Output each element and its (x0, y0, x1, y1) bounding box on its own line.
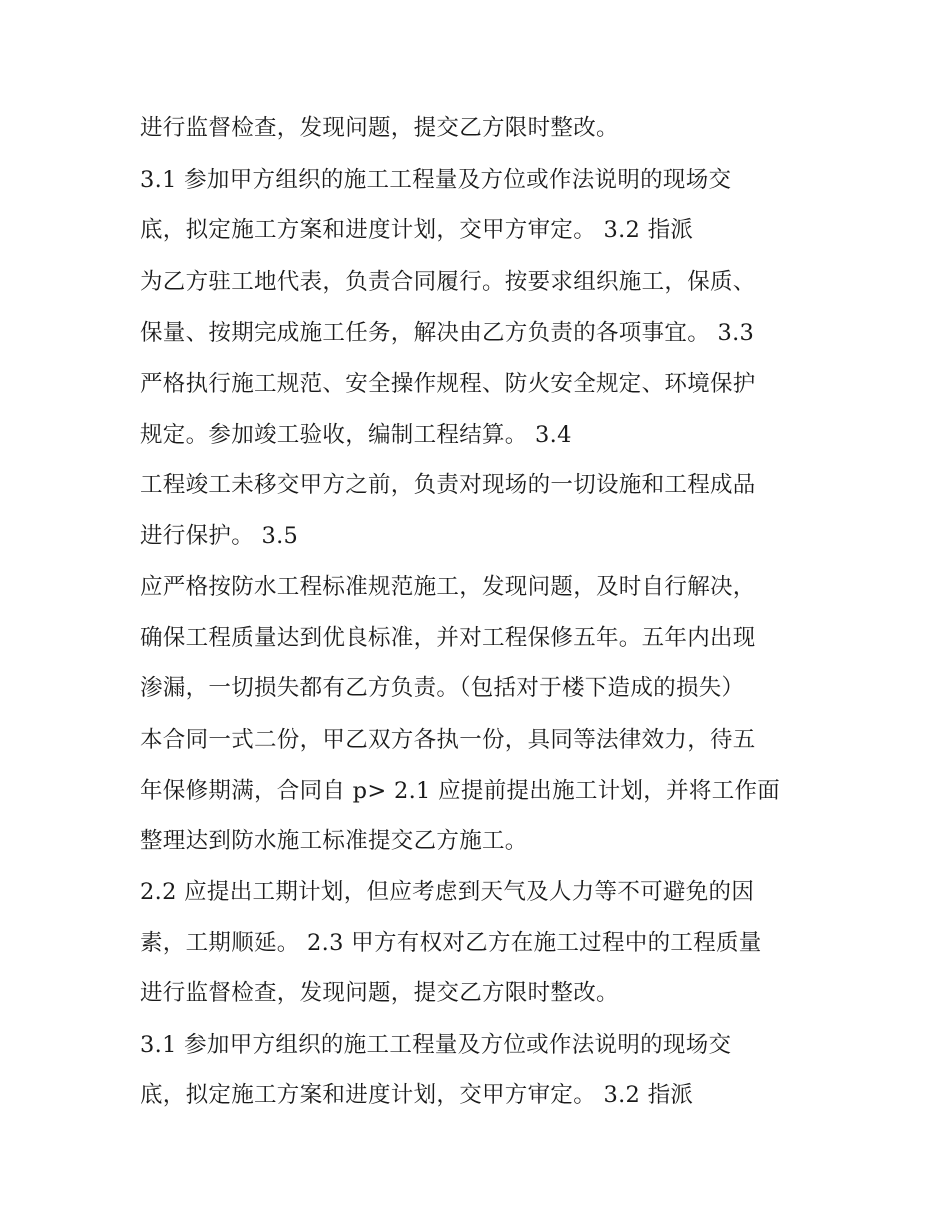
text-line: 年保修期满，合同自 p> 2.1 应提前提出施工计划，并将工作面 (140, 778, 781, 804)
text-line: 3.1 参加甲方组织的施工工程量及方位或作法说明的现场交 (140, 167, 732, 193)
text-line: 应严格按防水工程标准规范施工，发现问题，及时自行解决， (140, 574, 756, 600)
text-line: 进行监督检查，发现问题，提交乙方限时整改。 (140, 980, 619, 1006)
text-line: 素，工期顺延。 2.3 甲方有权对乙方在施工过程中的工程质量 (140, 930, 762, 956)
text-line: 进行保护。 3.5 (140, 523, 299, 549)
text-line: 为乙方驻工地代表，负责合同履行。按要求组织施工，保质、 (140, 269, 756, 295)
text-line: 本合同一式二份，甲乙双方各执一份，具同等法律效力，待五 (140, 727, 756, 753)
text-line: 底，拟定施工方案和进度计划，交甲方审定。 3.2 指派 (140, 1082, 694, 1108)
text-line: 整理达到防水施工标准提交乙方施工。 (140, 828, 528, 854)
text-line: 2.2 应提出工期计划，但应考虑到天气及人力等不可避免的因 (140, 879, 755, 905)
text-line: 规定。参加竣工验收，编制工程结算。 3.4 (140, 422, 572, 448)
text-line: 3.1 参加甲方组织的施工工程量及方位或作法说明的现场交 (140, 1032, 732, 1058)
text-line: 进行监督检查，发现问题，提交乙方限时整改。 (140, 115, 619, 141)
text-line: 保量、按期完成施工任务，解决由乙方负责的各项事宜。 3.3 (140, 320, 755, 346)
text-line: 确保工程质量达到优良标准，并对工程保修五年。五年内出现 (140, 625, 756, 651)
text-line: 底，拟定施工方案和进度计划，交甲方审定。 3.2 指派 (140, 217, 694, 243)
text-line: 严格执行施工规范、安全操作规程、防火安全规定、环境保护 (140, 371, 756, 397)
text-line: 工程竣工未移交甲方之前，负责对现场的一切设施和工程成品 (140, 472, 756, 498)
text-line: 渗漏，一切损失都有乙方负责。（包括对于楼下造成的损失） (140, 675, 745, 701)
